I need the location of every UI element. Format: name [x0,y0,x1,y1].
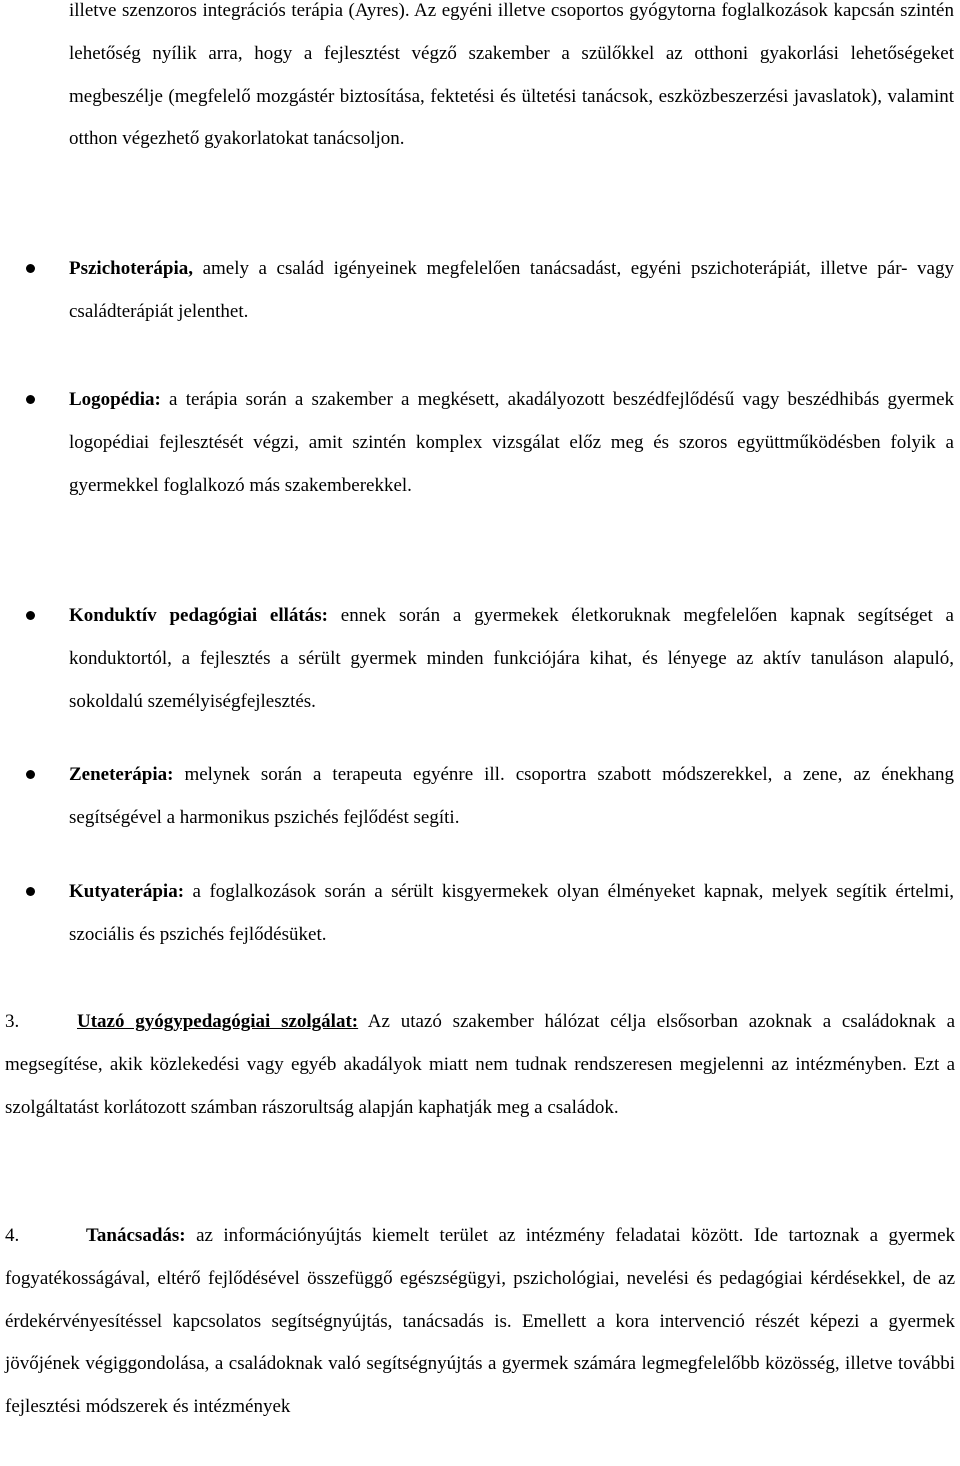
term-description: a terápia során a szakember a megkésett, akadályozott beszédfejlődésű vagy beszédhibás gyermek logopédiai fejlesztését végzi, amit szintén komplex vizsgálat előz meg és szoros együttműködésben folyik a gyermekkel foglalkozó más szakemberekkel. [69,389,954,497]
bullet-icon [26,611,35,620]
list-item-konduktiv [69,594,954,724]
list-item-logopedia [69,378,954,508]
section-4-paragraph [5,1215,955,1429]
list-item-zeneterapia [69,753,954,839]
list-item-kutyaterapia [69,870,954,956]
term-description: ennek során a gyermekek életkoruknak megfelelően kapnak segítséget a konduktortól, a fejlesztés a sérült gyermek minden funkciójára kihat, és lényege az aktív tanuláson alapuló, sokoldalú személyiségfejlesztés. [69,605,954,713]
section-number: 4. [5,1225,20,1246]
term-description: amely a család igényeinek megfelelően tanácsadást, egyéni pszichoterápiát, illetve pár- vagy családterápiát jelenthet. [69,258,954,323]
term-label: Zeneterápia: [69,764,174,785]
section-text: az információnyújtás kiemelt terület az intézmény feladatai között. Ide tartoznak a gyermek fogyatékosságával, eltérő fejlődésével összefüggő egészségügyi, pszichológiai, nevelési és pedagógiai kérdésekkel, de az érdekérvényesítéssel kapcsolatos segítségnyújtás, tanácsadás is. Emellett a kora intervenció részét képezi a gyermek jövőjének végiggondolása, a családoknak való segítségnyújtás a gyermek számára legmegfelelőbb közösség, illetve további fejlesztési módszerek és intézmények [5,1225,955,1418]
bullet-icon [26,887,35,896]
section-title: Utazó gyógypedagógiai szolgálat: [77,1011,359,1032]
intro-paragraph: illetve szenzoros integrációs terápia (Ayres). Az egyéni illetve csoportos gyógytorna foglalkozások kapcsán szintén lehetőség nyílik arra, hogy a fejlesztést végző szakember a szülőkkel az otthoni gyakorlási lehetőségeket megbeszélje (megfelelő mozgástér biztosítása, fektetési és ültetési tanácsok, eszközbeszerzési javaslatok), valamint otthon végezhető gyakorlatokat tanácsoljon. [69,0,954,150]
term-label: Kutyaterápia: [69,881,185,902]
term-label: Konduktív pedagógiai ellátás: [69,605,328,626]
term-description: melynek során a terapeuta egyénre ill. csoportra szabott módszerekkel, a zene, az énekhang segítségével a harmonikus pszichés fejlődést segíti. [69,764,954,829]
bullet-icon [26,264,35,273]
list-item-pszichoterapia [69,247,954,333]
term-label: Pszichoterápia, [69,258,194,279]
section-text: Az utazó szakember hálózat célja elsősorban azoknak a családoknak a megsegítése, akik közlekedési vagy egyéb akadályok miatt nem tudnak rendszeresen megjelenni az intézményben. Ezt a szolgáltatást korlátozott számban rászorultság alapján kaphatják meg a családok. [5,1011,955,1118]
section-title: Tanácsadás: [86,1225,186,1246]
section-3-paragraph [5,1001,955,1129]
term-label: Logopédia: [69,389,161,410]
bullet-icon [26,395,35,404]
bullet-icon [26,770,35,779]
term-description: a foglalkozások során a sérült kisgyermekek olyan élményeket kapnak, melyek segítik értelmi, szociális és pszichés fejlődésüket. [69,881,954,946]
section-number: 3. [5,1011,20,1032]
